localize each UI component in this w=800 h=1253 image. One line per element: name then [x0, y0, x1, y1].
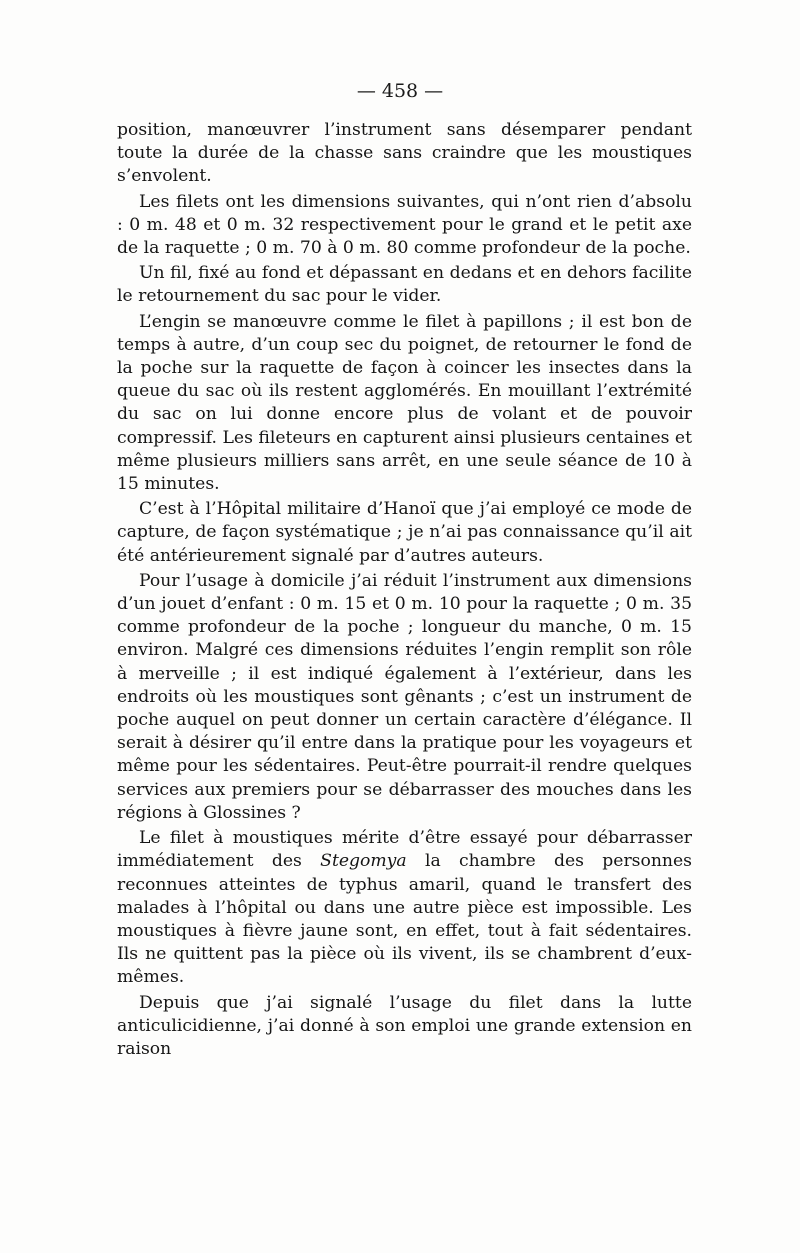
paragraph-8: Depuis que j’ai signalé l’usage du filet dans la lutte anticulicidienne, j’ai donné à son emploi une grande extension en raison: [117, 992, 692, 1059]
paragraph-6: Pour l’usage à domicile j’ai réduit l’instrument aux dimensions d’un jouet d’enfant : 0 m. 15 et 0 m. 10 pour la raquette ; 0 m. 35 comme profondeur de la poche ; longueur du manche, 0 m. 15 environ. Malgré ces dimensions réduites l’engin remplit son rôle à merveille ; il est indiqué également à l’extérieur, dans les endroits où les moustiques sont gênants ; c’est un instrument de poche auquel on peut donner un certain caractère d’élégance. Il serait à désirer qu’il entre dans la pratique pour les voyageurs et même pour les sédentaires. Peut-être pourrait-il rendre quelques services aux premiers pour se débarrasser des mouches dans les régions à Glossines ?: [117, 570, 692, 823]
page-number: — 458 —: [356, 80, 444, 102]
species-name-stegomya: Stegomya: [320, 851, 407, 872]
body-text: [117, 119, 692, 1061]
paragraph-5: C’est à l’Hôpital militaire d’Hanoï que j’ai employé ce mode de capture, de façon systématique ; je n’ai pas connaissance qu’il ait été antérieurement signalé par d’autres auteurs.: [117, 499, 692, 566]
paragraph-2: Les filets ont les dimensions suivantes, qui n’ont rien d’absolu : 0 m. 48 et 0 m. 32 respectivement pour le grand et le petit axe de la raquette ; 0 m. 70 à 0 m. 80 comme profondeur de la poche.: [117, 191, 692, 259]
paragraph-3: Un fil, fixé au fond et dépassant en dedans et en dehors facilite le retournement du sac pour le vider.: [117, 263, 692, 307]
paragraph-7: [117, 827, 692, 989]
paragraph-1: position, manœuvrer l’instrument sans désemparer pendant toute la durée de la chasse sans craindre que les moustiques s’envolent.: [117, 120, 692, 187]
paragraph-7-after: la chambre des personnes reconnues atteintes de typhus amaril, quand le transfert des malades à l’hôpital ou dans une autre pièce est impossible. Les moustiques à fièvre jaune sont, en effet, tout à fait sédentaires. Ils ne quittent pas la pièce où ils vivent, ils se chambrent d’eux-mêmes.: [117, 851, 692, 988]
paragraph-4: L’engin se manœuvre comme le filet à papillons ; il est bon de temps à autre, d’un coup sec du poignet, de retourner le fond de la poche sur la raquette de façon à coincer les insectes dans la queue du sac où ils restent agglomérés. En mouillant l’extrémité du sac on lui donne encore plus de volant et de pouvoir compressif. Les fileteurs en capturent ainsi plusieurs centaines et même plusieurs milliers sans arrêt, en une seule séance de 10 à 15 minutes.: [117, 311, 692, 495]
paragraph-7-before: Le filet à moustiques mérite d’être essayé pour débarrasser immédiatement des: [117, 828, 692, 872]
